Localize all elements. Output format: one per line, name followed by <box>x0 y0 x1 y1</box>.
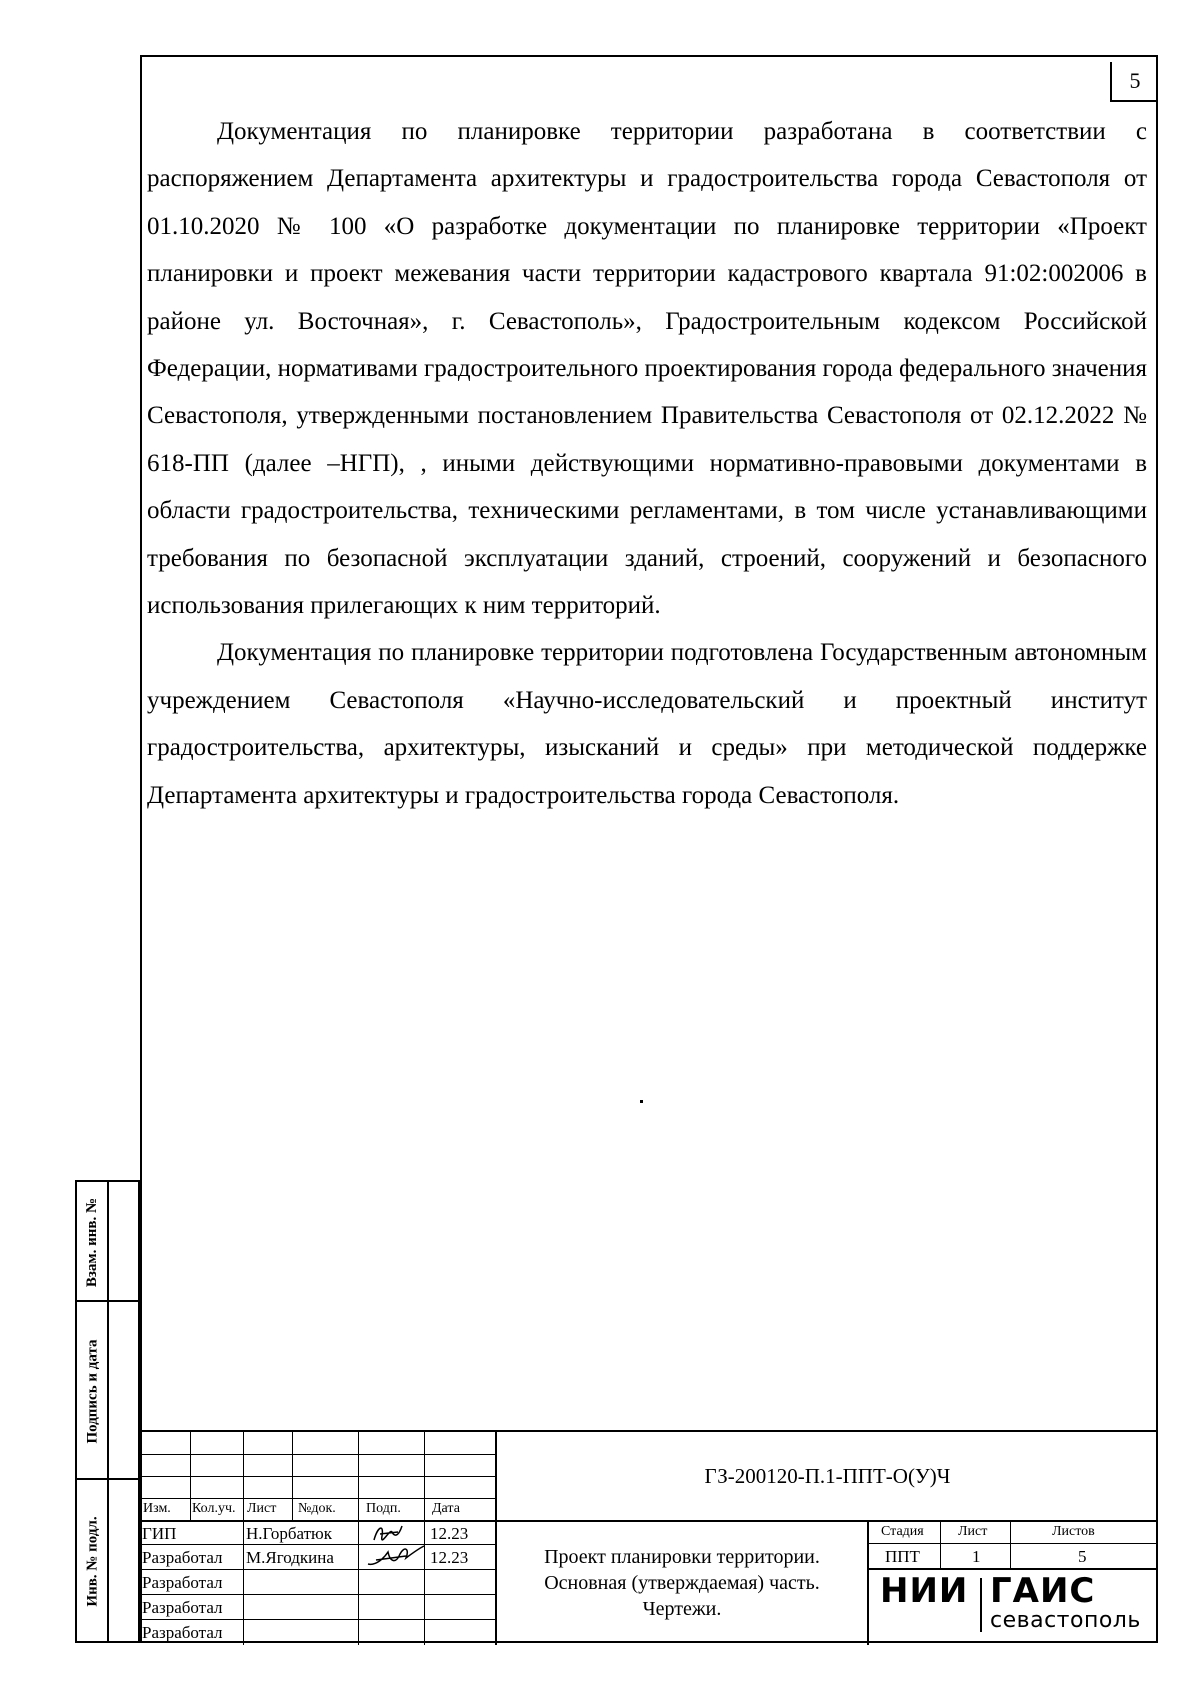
row-5-role: Разработал <box>142 1623 223 1642</box>
title-line-2: Основная (утверждаемая) часть. <box>544 1571 820 1594</box>
row-2-name: М.Ягодкина <box>246 1548 334 1567</box>
header-kol-uch: Кол.уч. <box>192 1501 236 1516</box>
inv-podl-label: Инв. № подл. <box>84 1516 101 1607</box>
document-code: ГЗ-200120-П.1-ППТ-О(У)Ч <box>704 1463 951 1488</box>
signature-2 <box>366 1544 426 1570</box>
speck <box>640 1100 643 1103</box>
sheets-value: 5 <box>1078 1547 1087 1566</box>
title-block <box>140 1430 1158 1645</box>
podpis-data-label: Подпись и дата <box>84 1338 101 1444</box>
zam-inv-cell <box>75 1180 140 1302</box>
podpis-data-cell <box>75 1300 140 1480</box>
paragraph-1: Документация по планировке территории разработана в соответствии с распоряжением Департамента архитектуры и градостроительства города Севастополя от 01.10.2020 № 100 «О разработке документации по планировке территории «Проект планировки и проект межевания части территории кадастрового квартала 91:02:002006 в районе ул. Восточная», г. Севастополь», Градостроительным кодексом Российской Федерации, нормативами градостроительного проектирования города федерального значения Севастополя, утвержденными постановлением Правительства Севастополя от 02.12.2022 № 618-ПП (далее –НГП), , иными действующими нормативно-правовыми документами в области градостроительства, техническими регламентами, в том числе устанавливающими требования по безопасной эксплуатации зданий, строений, сооружений и безопасного использования прилегающих к ним территорий. <box>147 118 1148 620</box>
inv-podl-cell <box>75 1478 140 1643</box>
header-list: Лист <box>247 1501 277 1516</box>
header-ndok: №док. <box>298 1501 336 1516</box>
body-text <box>147 108 1147 819</box>
stage-header: Стадия <box>881 1524 924 1539</box>
row-2-role: Разработал <box>142 1548 223 1567</box>
title-line-3: Чертежи. <box>642 1597 722 1620</box>
sheet-value: 1 <box>972 1547 981 1566</box>
header-izm: Изм. <box>143 1501 171 1516</box>
margin-strip <box>75 1180 140 1643</box>
row-1-name: Н.Горбатюк <box>246 1524 333 1543</box>
row-3-role: Разработал <box>142 1573 223 1592</box>
paragraph-2: Документация по планировке территории подготовлена Государственным автономным учреждением Севастополя «Научно-исследовательский и проектный институт градостроительства, архитектуры, изысканий и среды» при методической поддержке Департамента архитектуры и градостроительства города Севастополя. <box>147 639 1147 809</box>
logo-main-left: НИИ <box>880 1571 969 1611</box>
document-title <box>497 1520 867 1645</box>
header-podp: Подп. <box>366 1501 401 1516</box>
sheets-header: Листов <box>1052 1524 1095 1539</box>
row-1-date: 12.23 <box>430 1524 469 1543</box>
niigais-logo <box>880 1572 1150 1642</box>
row-2-date: 12.23 <box>430 1548 469 1567</box>
logo-main-right: ГАИС <box>990 1571 1096 1611</box>
header-data: Дата <box>432 1501 460 1516</box>
sheet-header: Лист <box>958 1524 988 1539</box>
page-number: 5 <box>1110 62 1158 102</box>
row-4-role: Разработал <box>142 1598 223 1617</box>
stage-value: ППТ <box>885 1547 920 1566</box>
logo-divider <box>980 1578 982 1632</box>
title-line-1: Проект планировки территории. <box>544 1545 820 1568</box>
zam-inv-label: Взам. инв. № <box>84 1197 101 1287</box>
signature-1 <box>368 1522 412 1544</box>
logo-sub: севастополь <box>990 1608 1141 1633</box>
row-1-role: ГИП <box>142 1524 177 1543</box>
